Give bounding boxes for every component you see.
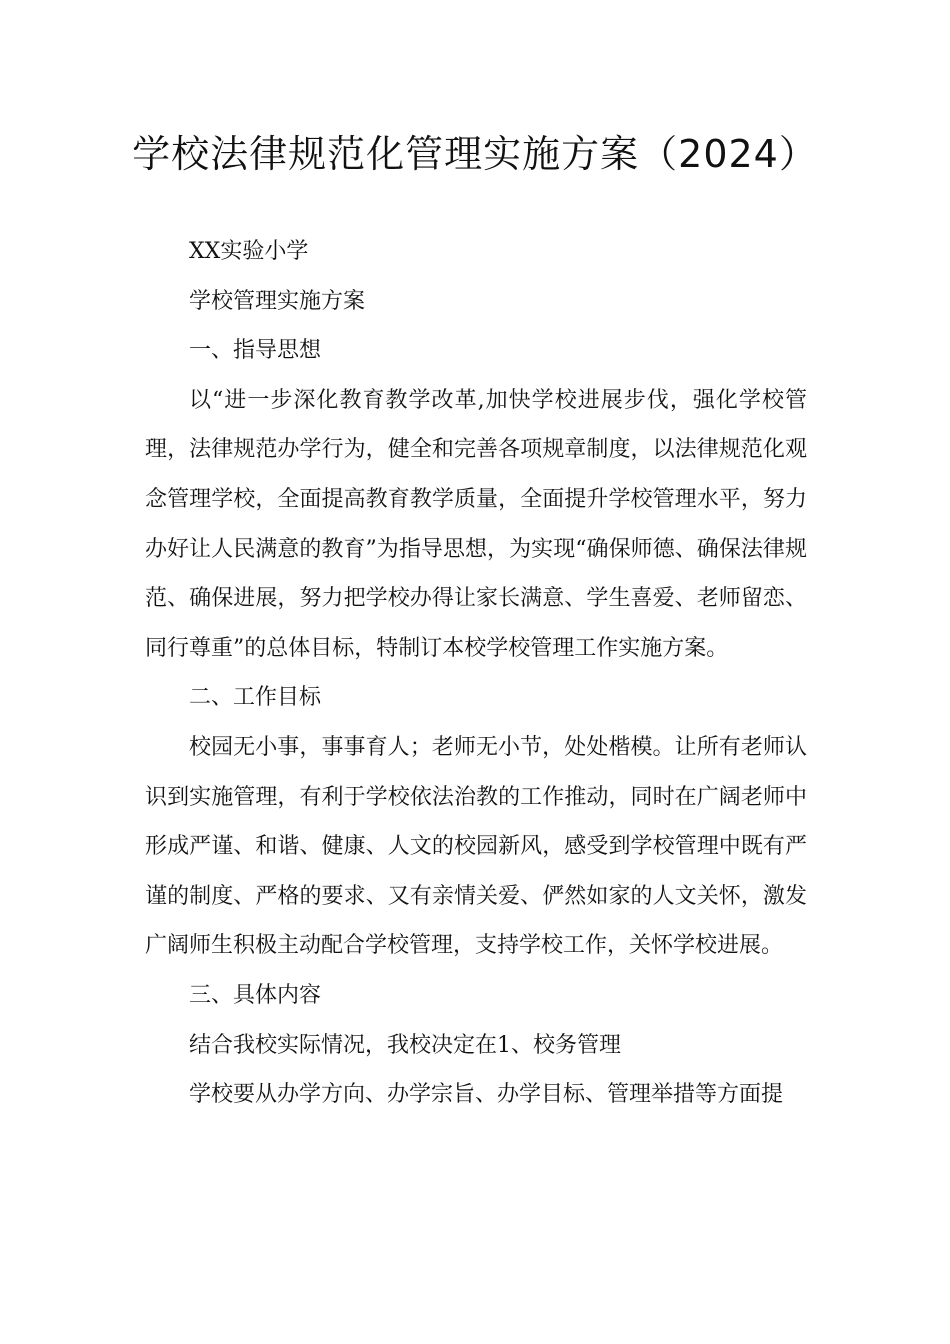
paragraph-specific-content: 结合我校实际情况，我校决定在1、校务管理 bbox=[189, 1032, 621, 1058]
section-heading-specific-content: 三、具体内容 bbox=[189, 982, 322, 1008]
paragraph-school-affairs: 学校要从办学方向、办学宗旨、办学目标、管理举措等方面提 bbox=[189, 1082, 784, 1108]
paragraph-work-goals: 校园无小事，事事育人；老师无小节，处处楷模。让所有老师认识到实施管理，有利于学校依法治教的工作推动，同时在广阔老师中形成严谨、和谐、健康、人文的校园新风，感受到学校管理中既有严谨的制度、严格的要求、又有亲情关爱、俨然如家的人文关怀，激发广阔师生积极主动配合学校管理，支持学校工作，关怀学校进展。 bbox=[145, 734, 807, 959]
plan-subtitle: 学校管理实施方案 bbox=[189, 288, 366, 314]
section-heading-work-goals: 二、工作目标 bbox=[189, 685, 322, 711]
school-name: XX实验小学 bbox=[189, 239, 309, 264]
document-title: 学校法律规范化管理实施方案（2024） bbox=[132, 132, 818, 176]
document-body bbox=[145, 227, 807, 1120]
section-heading-guiding-ideology: 一、指导思想 bbox=[189, 338, 322, 364]
paragraph-guiding-ideology: 以“进一步深化教育教学改革,加快学校进展步伐，强化学校管理，法律规范办学行为，健全和完善各项规章制度，以法律规范化观念管理学校，全面提高教育教学质量，全面提升学校管理水平，努力办好让人民满意的教育”为指导思想，为实现“确保师德、确保法律规范、确保进展，努力把学校办得让家长满意、学生喜爱、老师留恋、同行尊重”的总体目标，特制订本校学校管理工作实施方案。 bbox=[145, 387, 807, 661]
